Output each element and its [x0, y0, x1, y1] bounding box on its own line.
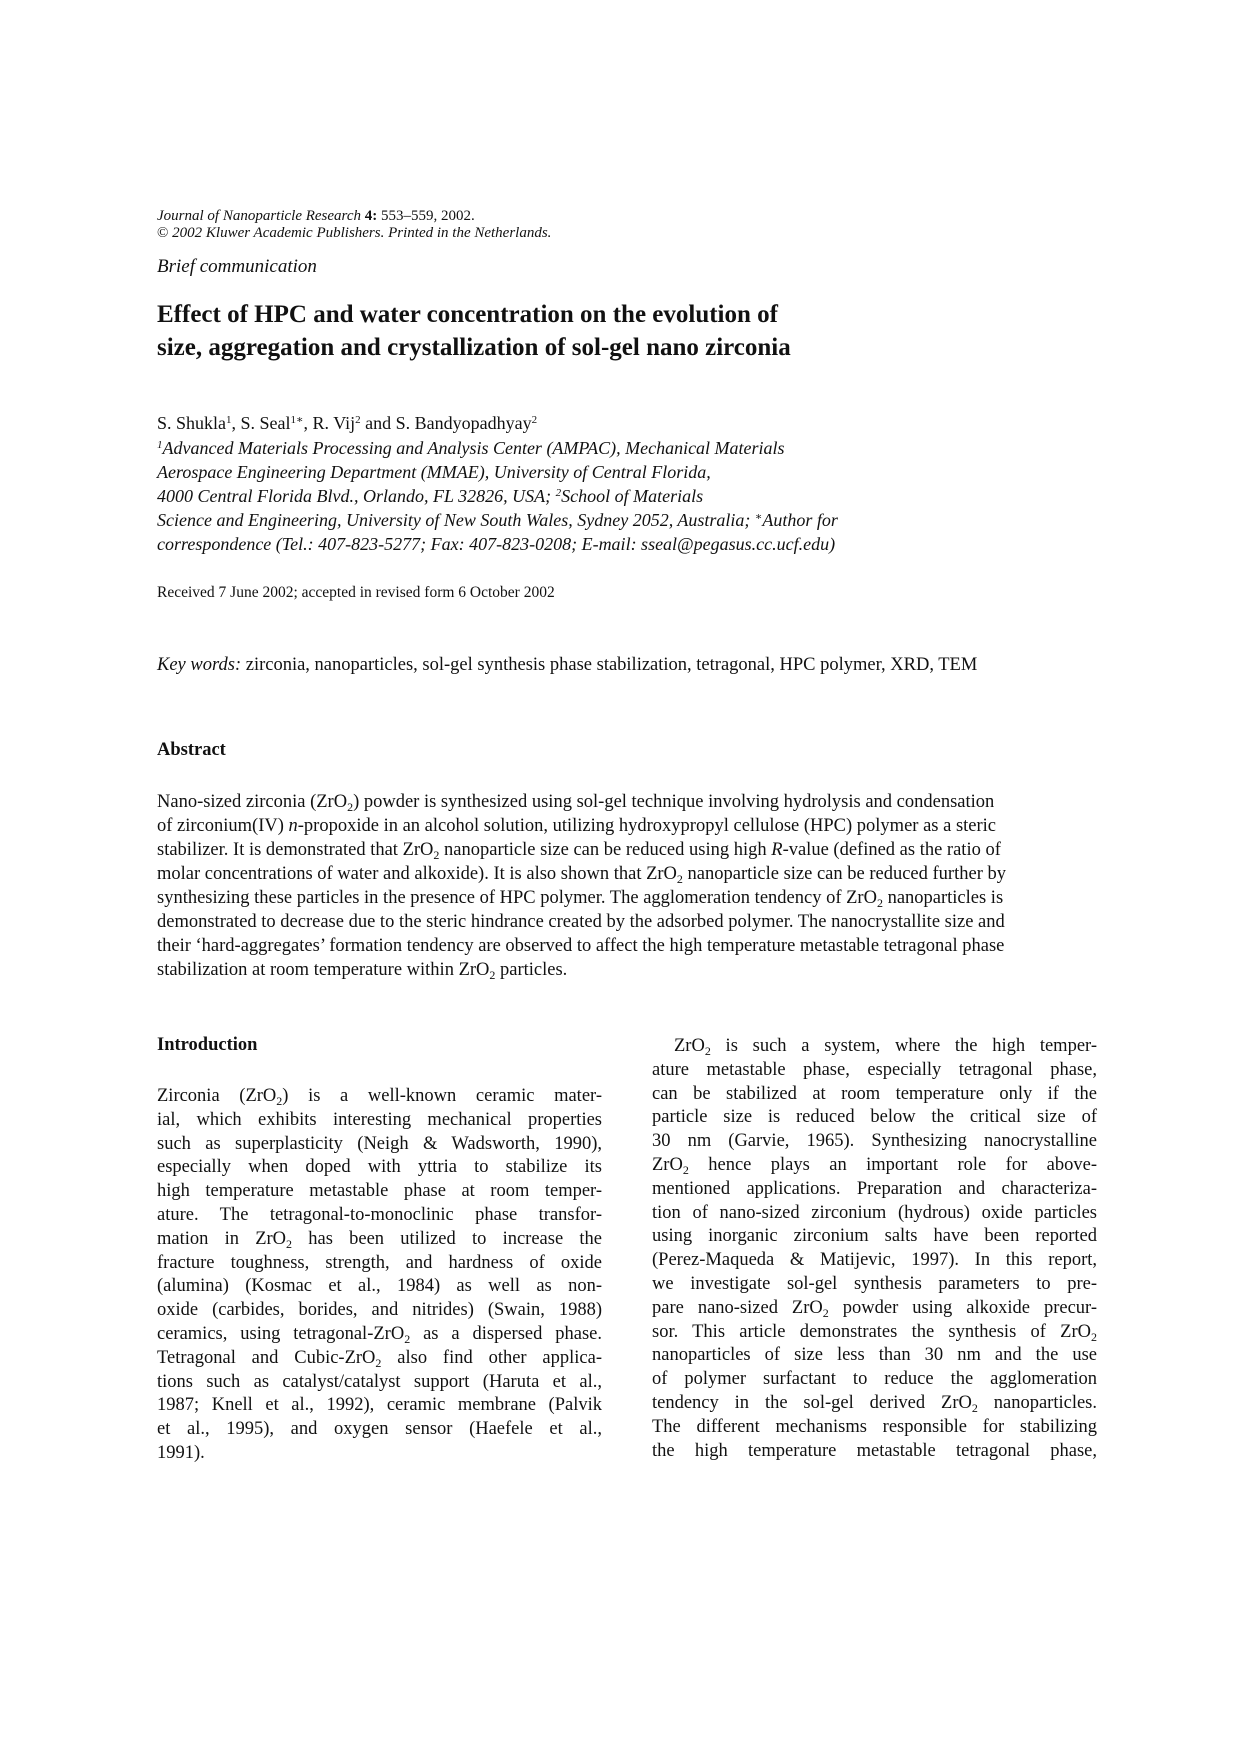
- subscript-2: 2: [404, 1331, 411, 1346]
- body-line: tions such as catalyst/catalyst support (Haruta et al.,: [157, 1371, 602, 1392]
- author-affiliation-mark: 1∗: [290, 414, 304, 426]
- text-fragment: as a dispersed phase.: [410, 1323, 602, 1344]
- abstract-line: [157, 790, 1097, 814]
- journal-name: Journal of Nanoparticle Research: [157, 208, 361, 224]
- affiliation-line: [157, 436, 957, 460]
- journal-pages-year: 553–559, 2002.: [377, 208, 475, 224]
- journal-header: [157, 208, 551, 242]
- abstract-line: [157, 958, 1097, 982]
- body-line: [157, 1347, 602, 1371]
- subscript-2: 2: [489, 968, 496, 982]
- author-separator: ,: [231, 413, 241, 433]
- text-fragment: hence plays an important role for above-: [688, 1154, 1097, 1175]
- body-line: we investigate sol-gel synthesis parameters to pre-: [652, 1273, 1097, 1294]
- author-name: R. Vij: [312, 413, 356, 433]
- article-type: Brief communication: [157, 256, 317, 277]
- text-fragment: ZrO: [674, 1036, 705, 1056]
- subscript-2: 2: [347, 800, 354, 814]
- journal-volume: 4:: [364, 208, 378, 224]
- body-line: [652, 1035, 1097, 1059]
- affiliation-line: [157, 484, 957, 508]
- text-fragment: ) is a well-known ceramic mater-: [282, 1086, 602, 1106]
- body-line: high temperature metastable phase at room temper-: [157, 1181, 602, 1202]
- text-fragment: stabilizer. It is demonstrated that ZrO: [157, 840, 434, 860]
- text-fragment: ZrO: [652, 1154, 683, 1175]
- subscript-2: 2: [1091, 1329, 1097, 1344]
- text-fragment: nanoparticles.: [977, 1392, 1097, 1413]
- paper-title: [157, 298, 917, 364]
- affiliation-text: School of Materials: [561, 486, 704, 506]
- subscript-2: 2: [704, 1044, 711, 1058]
- text-fragment: pare nano-sized ZrO: [652, 1297, 823, 1318]
- text-fragment: powder using alkoxide precur-: [828, 1297, 1098, 1318]
- body-line: [652, 1321, 1097, 1345]
- subscript-2: 2: [876, 896, 883, 910]
- body-line: especially when doped with yttria to stabilize its: [157, 1157, 602, 1178]
- journal-citation: [157, 208, 551, 225]
- text-fragment: ) powder is synthesized using sol-gel technique involving hydrolysis and condensation: [353, 792, 995, 812]
- body-line: [157, 1085, 602, 1109]
- text-fragment: Zirconia (ZrO: [157, 1086, 277, 1106]
- body-line: [157, 1228, 602, 1252]
- text-fragment: particles.: [495, 960, 568, 980]
- text-fragment: tendency in the sol-gel derived ZrO: [652, 1392, 972, 1413]
- abstract-line: [157, 814, 1097, 838]
- body-line: the high temperature metastable tetragonal phase,: [652, 1440, 1097, 1461]
- author-name: S. Bandyopadhyay: [395, 413, 532, 433]
- body-line: ature. The tetragonal-to-monoclinic phase transfor-: [157, 1204, 602, 1225]
- subscript-2: 2: [286, 1236, 293, 1251]
- abstract-line: their ‘hard-aggregates’ formation tendency are observed to affect the high temperature metastable tetragonal phase: [157, 936, 1005, 956]
- introduction-left-column: [157, 1085, 602, 1466]
- text-fragment: R: [771, 840, 783, 860]
- affiliation-block: [157, 436, 957, 556]
- body-line: tion of nano-sized zirconium (hydrous) oxide particles: [652, 1202, 1097, 1223]
- affiliation-mark: 2: [555, 487, 562, 499]
- body-line: The different mechanisms responsible for stabilizing: [652, 1416, 1097, 1437]
- text-fragment: molar concentrations of water and alkoxide). It is also shown that ZrO: [157, 864, 677, 884]
- body-line: [157, 1323, 602, 1347]
- keywords-label: Key words:: [157, 655, 242, 675]
- subscript-2: 2: [822, 1305, 829, 1320]
- text-fragment: of zirconium(IV): [157, 816, 289, 836]
- text-fragment: n: [288, 816, 298, 836]
- received-date: Received 7 June 2002; accepted in revised form 6 October 2002: [157, 584, 555, 601]
- text-fragment: mation in ZrO: [157, 1228, 287, 1249]
- author-affiliation-mark: 2: [531, 414, 538, 426]
- affiliation-mark: ∗: [754, 511, 763, 523]
- affiliation-text: 4000 Central Florida Blvd., Orlando, FL 32826, USA;: [157, 486, 556, 506]
- subscript-2: 2: [375, 1355, 382, 1370]
- body-line: (Perez-Maqueda & Matijevic, 1997). In this report,: [652, 1250, 1097, 1271]
- body-line: fracture toughness, strength, and hardness of oxide: [157, 1252, 602, 1273]
- text-fragment: sor. This article demonstrates the synthesis of ZrO: [652, 1321, 1091, 1342]
- text-fragment: [365, 208, 475, 224]
- body-line: nanoparticles of size less than 30 nm and the use: [652, 1345, 1097, 1366]
- body-line: particle size is reduced below the critical size of: [652, 1107, 1097, 1128]
- abstract-body: [157, 790, 1097, 982]
- author-affiliation-mark: 2: [355, 414, 361, 426]
- text-fragment: synthesizing these particles in the presence of HPC polymer. The agglomeration tendency of ZrO: [157, 888, 877, 908]
- body-line: of polymer surfactant to reduce the agglomeration: [652, 1369, 1097, 1390]
- affiliation-line: [157, 508, 957, 532]
- text-fragment: ceramics, using tetragonal-ZrO: [157, 1323, 405, 1344]
- author-separator: and: [360, 413, 396, 433]
- author-separator: ,: [303, 413, 313, 433]
- subscript-2: 2: [971, 1400, 978, 1415]
- text-fragment: nanoparticle size can be reduced using high: [439, 840, 772, 860]
- copyright-symbol: ©: [157, 225, 169, 241]
- abstract-line: [157, 886, 1097, 910]
- body-line: 1991).: [157, 1442, 205, 1463]
- copyright-line: [157, 225, 551, 242]
- body-line: (alumina) (Kosmac et al., 1984) as well as non-: [157, 1276, 602, 1297]
- body-line: ial, which exhibits interesting mechanical properties: [157, 1109, 602, 1130]
- body-line: [652, 1392, 1097, 1416]
- correspondence-line: correspondence (Tel.: 407-823-5277; Fax: 407-823-0208; E-mail: sseal@pegasus.cc.ucf.edu): [157, 534, 836, 554]
- body-line: oxide (carbides, borides, and nitrides) (Swain, 1988): [157, 1300, 602, 1321]
- author-name: S. Shukla: [157, 413, 227, 433]
- text-fragment: Nano-sized zirconia (ZrO: [157, 792, 348, 812]
- affiliation-line: Aerospace Engineering Department (MMAE), University of Central Florida,: [157, 462, 711, 482]
- author-list: [157, 412, 537, 434]
- keywords: [157, 655, 977, 676]
- body-line: et al., 1995), and oxygen sensor (Haefele et al.,: [157, 1419, 602, 1440]
- copyright-text: 2002 Kluwer Academic Publishers. Printed in the Netherlands.: [168, 225, 552, 241]
- subscript-2: 2: [676, 872, 683, 886]
- affiliation-mark: 1: [157, 439, 163, 451]
- affiliation-text: Science and Engineering, University of New South Wales, Sydney 2052, Australia;: [157, 510, 755, 530]
- text-fragment: nanoparticle size can be reduced further by: [682, 864, 1006, 884]
- introduction-right-column: [652, 1035, 1097, 1463]
- text-fragment: stabilization at room temperature within ZrO: [157, 960, 490, 980]
- subscript-2: 2: [433, 848, 440, 862]
- body-line: ature metastable phase, especially tetragonal phase,: [652, 1059, 1097, 1080]
- affiliation-text: Author for: [762, 510, 838, 530]
- text-fragment: -propoxide in an alcohol solution, utilizing hydroxypropyl cellulose (HPC) polymer as a steric: [297, 816, 997, 836]
- abstract-line: [157, 838, 1097, 862]
- abstract-line: [157, 862, 1097, 886]
- text-fragment: is such a system, where the high temper-: [710, 1036, 1097, 1056]
- body-line: such as superplasticity (Neigh & Wadsworth, 1990),: [157, 1133, 602, 1154]
- body-line: mentioned applications. Preparation and characteriza-: [652, 1178, 1097, 1199]
- subscript-2: 2: [276, 1094, 283, 1108]
- text-fragment: -value (defined as the ratio of: [782, 840, 1001, 860]
- paper-page: [157, 0, 1097, 1753]
- subscript-2: 2: [682, 1162, 689, 1177]
- body-line: 1987; Knell et al., 1992), ceramic membrane (Palvik: [157, 1395, 602, 1416]
- abstract-heading: Abstract: [157, 740, 226, 760]
- text-fragment: nanoparticles is: [882, 888, 1004, 908]
- text-fragment: Tetragonal and Cubic-ZrO: [157, 1347, 376, 1368]
- author-name: S. Seal: [240, 413, 291, 433]
- author-affiliation-mark: 1: [226, 414, 232, 426]
- text-fragment: has been utilized to increase the: [292, 1228, 602, 1249]
- title-line-1: Effect of HPC and water concentration on the evolution of: [157, 301, 778, 328]
- body-line: can be stabilized at room temperature only if the: [652, 1083, 1097, 1104]
- body-line: using inorganic zirconium salts have been reported: [652, 1226, 1097, 1247]
- introduction-heading: Introduction: [157, 1035, 258, 1055]
- abstract-line: demonstrated to decrease due to the steric hindrance created by the adsorbed polymer. The nanocrystallite size and: [157, 912, 1005, 932]
- text-fragment: also find other applica-: [381, 1347, 603, 1368]
- body-line: [652, 1297, 1097, 1321]
- affiliation-text: Advanced Materials Processing and Analysis Center (AMPAC), Mechanical Materials: [162, 438, 785, 458]
- title-line-2: size, aggregation and crystallization of sol-gel nano zirconia: [157, 334, 791, 361]
- keywords-text: zirconia, nanoparticles, sol-gel synthesis phase stabilization, tetragonal, HPC polymer, XRD, TEM: [241, 655, 978, 675]
- body-line: [652, 1154, 1097, 1178]
- body-line: 30 nm (Garvie, 1965). Synthesizing nanocrystalline: [652, 1131, 1097, 1152]
